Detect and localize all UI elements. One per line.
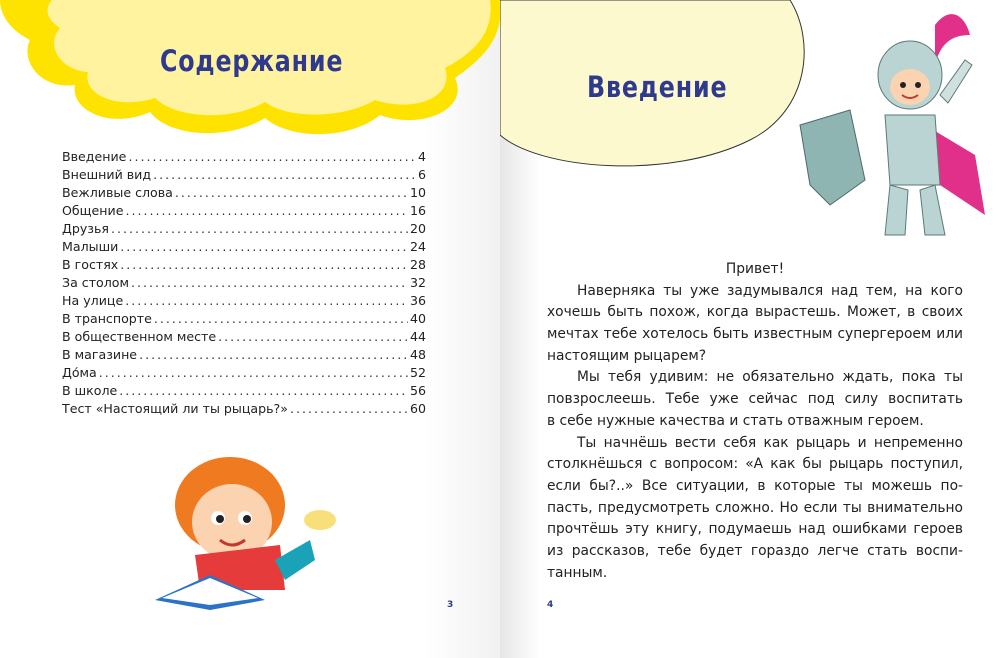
text-line: столкнёшься с вопросом: «А как бы рыцарь поступил, [547,456,963,473]
toc-page-number: 16 [409,203,426,218]
toc-entry[interactable] [62,382,426,400]
toc-page-number: 48 [409,347,426,362]
page-title: Содержание [160,44,344,78]
toc-page-number: 32 [409,275,426,290]
toc-leader-dots [153,166,416,184]
toc-leader-dots [111,220,408,238]
toc-label: На улице [62,293,124,308]
text-line: повзрослеешь. Тебе уже сейчас под силу воспитать [547,391,963,408]
text-line: мечтах тебе хотелось быть известным супергероем или [547,326,963,343]
toc-page-number: 56 [409,383,426,398]
toc-label: В транспорте [62,311,152,326]
toc-entry[interactable] [62,166,426,184]
toc-label: За столом [62,275,130,290]
toc-leader-dots [131,274,408,292]
page-number: 3 [447,600,454,610]
text-line: танным. [547,564,608,581]
toc-label: В гостях [62,257,119,272]
toc-page-number: 40 [409,311,426,326]
toc-page-number: 60 [409,401,426,416]
toc-entry[interactable] [62,256,426,274]
page-title: Введение [587,70,728,104]
text-line: Мы тебя удивим: не обязательно ждать, пока ты [577,369,963,386]
toc-page-number: 28 [409,257,426,272]
toc-entry[interactable] [62,184,426,202]
toc-entry[interactable] [62,238,426,256]
toc-label: В магазине [62,347,138,362]
toc-entry[interactable] [62,220,426,238]
toc-leader-dots [120,256,408,274]
toc-entry[interactable] [62,364,426,382]
toc-label: Друзья [62,221,109,236]
toc-entry[interactable] [62,148,426,166]
toc-page-number: 24 [409,239,426,254]
toc-entry[interactable] [62,274,426,292]
toc-leader-dots [128,148,416,166]
toc-leader-dots [125,292,408,310]
toc-page-number: 6 [417,167,426,182]
text-line: настоящим рыцарем? [547,347,707,364]
toc-label: Внешний вид [62,167,152,182]
toc-label: Малыши [62,239,119,254]
text-line: Наверняка ты уже задумывался над тем, на кого [577,282,963,299]
page-number: 4 [547,600,554,610]
text-line: Ты начнёшь вести себя как рыцарь и непременно [577,434,963,451]
toc-entry[interactable] [62,292,426,310]
toc-entry[interactable] [62,202,426,220]
toc-leader-dots [175,184,408,202]
toc-entry[interactable] [62,310,426,328]
toc-leader-dots [154,310,408,328]
toc-label: Вежливые слова [62,185,173,200]
toc-page-number: 52 [409,365,426,380]
text-line: пасть, предусмотреть сложно. Но если ты внимательно [547,499,963,516]
toc-label: В общественном месте [62,329,217,344]
text-line: хочешь быть похож, когда вырастешь. Может, в своих [547,304,963,321]
toc-page-number: 4 [417,149,426,164]
greeting: Привет! [725,261,785,277]
toc-leader-dots [120,238,408,256]
toc-entry[interactable] [62,346,426,364]
toc-leader-dots [218,328,408,346]
intro-text [547,259,963,584]
boy-reading-illustration [150,450,340,620]
toc-leader-dots [99,364,408,382]
text-line: прочтёшь эту книгу, подумаешь над ошибками героев [547,521,963,538]
toc-label: Общение [62,203,124,218]
toc-leader-dots [125,202,408,220]
toc-leader-dots [119,382,408,400]
toc-page-number: 20 [409,221,426,236]
table-of-contents [62,148,426,418]
toc-label: В школе [62,383,118,398]
text-line: в себе нужные качества и стать отважным героем. [547,412,924,429]
text-line: из рассказов, тебе будет гораздо легче стать воспи- [547,542,963,559]
toc-leader-dots [139,346,408,364]
text-line: если бы?..» Все ситуации, в которые ты можешь по- [547,477,963,494]
toc-page-number: 36 [409,293,426,308]
toc-label: Тест «Настоящий ли ты рыцарь?» [62,401,288,416]
toc-page-number: 44 [409,329,426,344]
toc-page-number: 10 [409,185,426,200]
knight-illustration [790,5,990,245]
toc-entry[interactable] [62,328,426,346]
toc-label: Введение [62,149,127,164]
toc-leader-dots [290,400,408,418]
toc-entry[interactable] [62,400,426,418]
toc-label: До́ма [62,365,97,380]
